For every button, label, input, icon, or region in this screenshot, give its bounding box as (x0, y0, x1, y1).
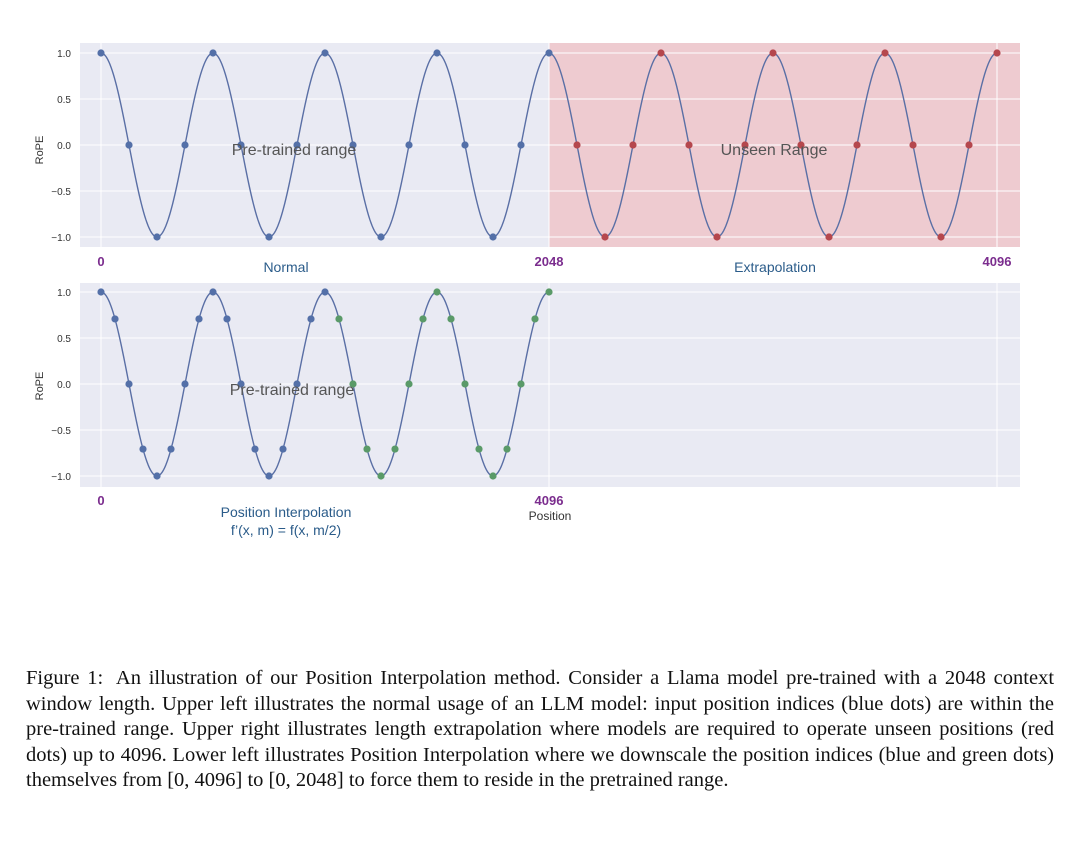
top-xtick-2048: 2048 (534, 254, 564, 269)
position-axis-label: Position (528, 509, 572, 523)
caption-text: An illustration of our Position Interpolation method. Consider a Llama model pre-trained with a 2048 context window length. Upper left illustrates the normal usage of an LLM model: input position indices (blue dots) are within the pre-trained range. Upper right illustrates length extrapolation where models are required to operate unseen positions (red dots) up to 4096. Lower left illustrates Position Interpolation where we downscale the position indices (blue and green dots) themselves from [0, 4096] to [0, 2048] to force them to reside in the pretrained range. (26, 667, 1055, 791)
top-ytick-3: 0.0 (57, 141, 71, 152)
red-dot-14 (937, 233, 944, 240)
green-dot-8 (447, 315, 454, 322)
bottom-xtick-0: 0 (97, 493, 105, 508)
blue-dot-1 (125, 141, 132, 148)
blue-dot-0 (97, 49, 104, 56)
bottom-xtick-4096: 4096 (534, 493, 564, 508)
bottom-ytick-1: 1.0 (57, 288, 71, 299)
bottom-ytick-2: 0.5 (57, 334, 71, 345)
green-dot-12 (503, 445, 510, 452)
bottom-ytick-4: −0.5 (51, 426, 71, 437)
extrapolation-label: Extrapolation (734, 259, 816, 275)
bottom-panel (34, 283, 1020, 538)
caption-label: Figure 1: (26, 667, 104, 689)
green-dot-2 (363, 445, 370, 452)
top-y-axis-label: RoPE (34, 135, 46, 165)
blue-dot-3 (181, 141, 188, 148)
blue-dot-6 (265, 233, 272, 240)
blue-dot-11 (251, 445, 258, 452)
bottom-y-axis-label: RoPE (34, 371, 46, 401)
bottom-panel-background (80, 283, 1020, 487)
green-dot-10 (475, 445, 482, 452)
green-dot-5 (405, 380, 412, 387)
blue-dot-15 (517, 141, 524, 148)
blue-dot-13 (279, 445, 286, 452)
top-xtick-4096: 4096 (982, 254, 1012, 269)
green-dot-13 (517, 380, 524, 387)
red-dot-4 (657, 49, 664, 56)
red-dot-16 (993, 49, 1000, 56)
top-xtick-0: 0 (97, 254, 105, 269)
blue-dot-2 (153, 233, 160, 240)
red-dot-15 (965, 141, 972, 148)
blue-dot-2 (125, 380, 132, 387)
blue-dot-15 (307, 315, 314, 322)
red-dot-6 (713, 233, 720, 240)
blue-dot-8 (209, 288, 216, 295)
figure-caption (26, 666, 1054, 794)
red-dot-11 (853, 141, 860, 148)
green-dot-7 (433, 288, 440, 295)
bottom-ytick-3: 0.0 (57, 380, 71, 391)
blue-dot-0 (97, 288, 104, 295)
blue-dot-11 (405, 141, 412, 148)
unseen-range-label: Unseen Range (720, 142, 828, 159)
top-ytick-4: −0.5 (51, 187, 71, 198)
blue-dot-14 (489, 233, 496, 240)
blue-dot-3 (139, 445, 146, 452)
position-interpolation-label: Position Interpolation (220, 504, 352, 520)
blue-dot-12 (265, 472, 272, 479)
bottom-ytick-5: −1.0 (51, 472, 71, 483)
bottom-pretrained-range-label: Pre-trained range (229, 382, 355, 399)
red-dot-10 (825, 233, 832, 240)
interpolation-formula: f’(x, m) = f(x, m/2) (230, 522, 342, 538)
blue-dot-9 (223, 315, 230, 322)
red-dot-13 (909, 141, 916, 148)
red-dot-2 (601, 233, 608, 240)
blue-dot-16 (321, 288, 328, 295)
red-dot-8 (769, 49, 776, 56)
blue-dot-10 (377, 233, 384, 240)
red-dot-3 (629, 141, 636, 148)
top-ytick-2: 0.5 (57, 95, 71, 106)
blue-dot-13 (461, 141, 468, 148)
green-dot-6 (419, 315, 426, 322)
green-dot-11 (489, 472, 496, 479)
blue-dot-7 (195, 315, 202, 322)
blue-dot-4 (153, 472, 160, 479)
red-dot-1 (573, 141, 580, 148)
top-panel (34, 43, 1020, 275)
blue-dot-16 (545, 49, 552, 56)
green-dot-4 (391, 445, 398, 452)
top-ytick-1: 1.0 (57, 49, 71, 60)
blue-dot-4 (209, 49, 216, 56)
green-dot-0 (335, 315, 342, 322)
blue-dot-8 (321, 49, 328, 56)
green-dot-9 (461, 380, 468, 387)
blue-dot-12 (433, 49, 440, 56)
blue-dot-1 (111, 315, 118, 322)
green-dot-15 (545, 288, 552, 295)
normal-label: Normal (263, 259, 309, 275)
green-dot-14 (531, 315, 538, 322)
blue-dot-6 (181, 380, 188, 387)
red-dot-5 (685, 141, 692, 148)
red-dot-12 (881, 49, 888, 56)
blue-dot-5 (167, 445, 174, 452)
green-dot-3 (377, 472, 384, 479)
top-pretrained-range-label: Pre-trained range (231, 142, 357, 159)
top-ytick-5: −1.0 (51, 233, 71, 244)
